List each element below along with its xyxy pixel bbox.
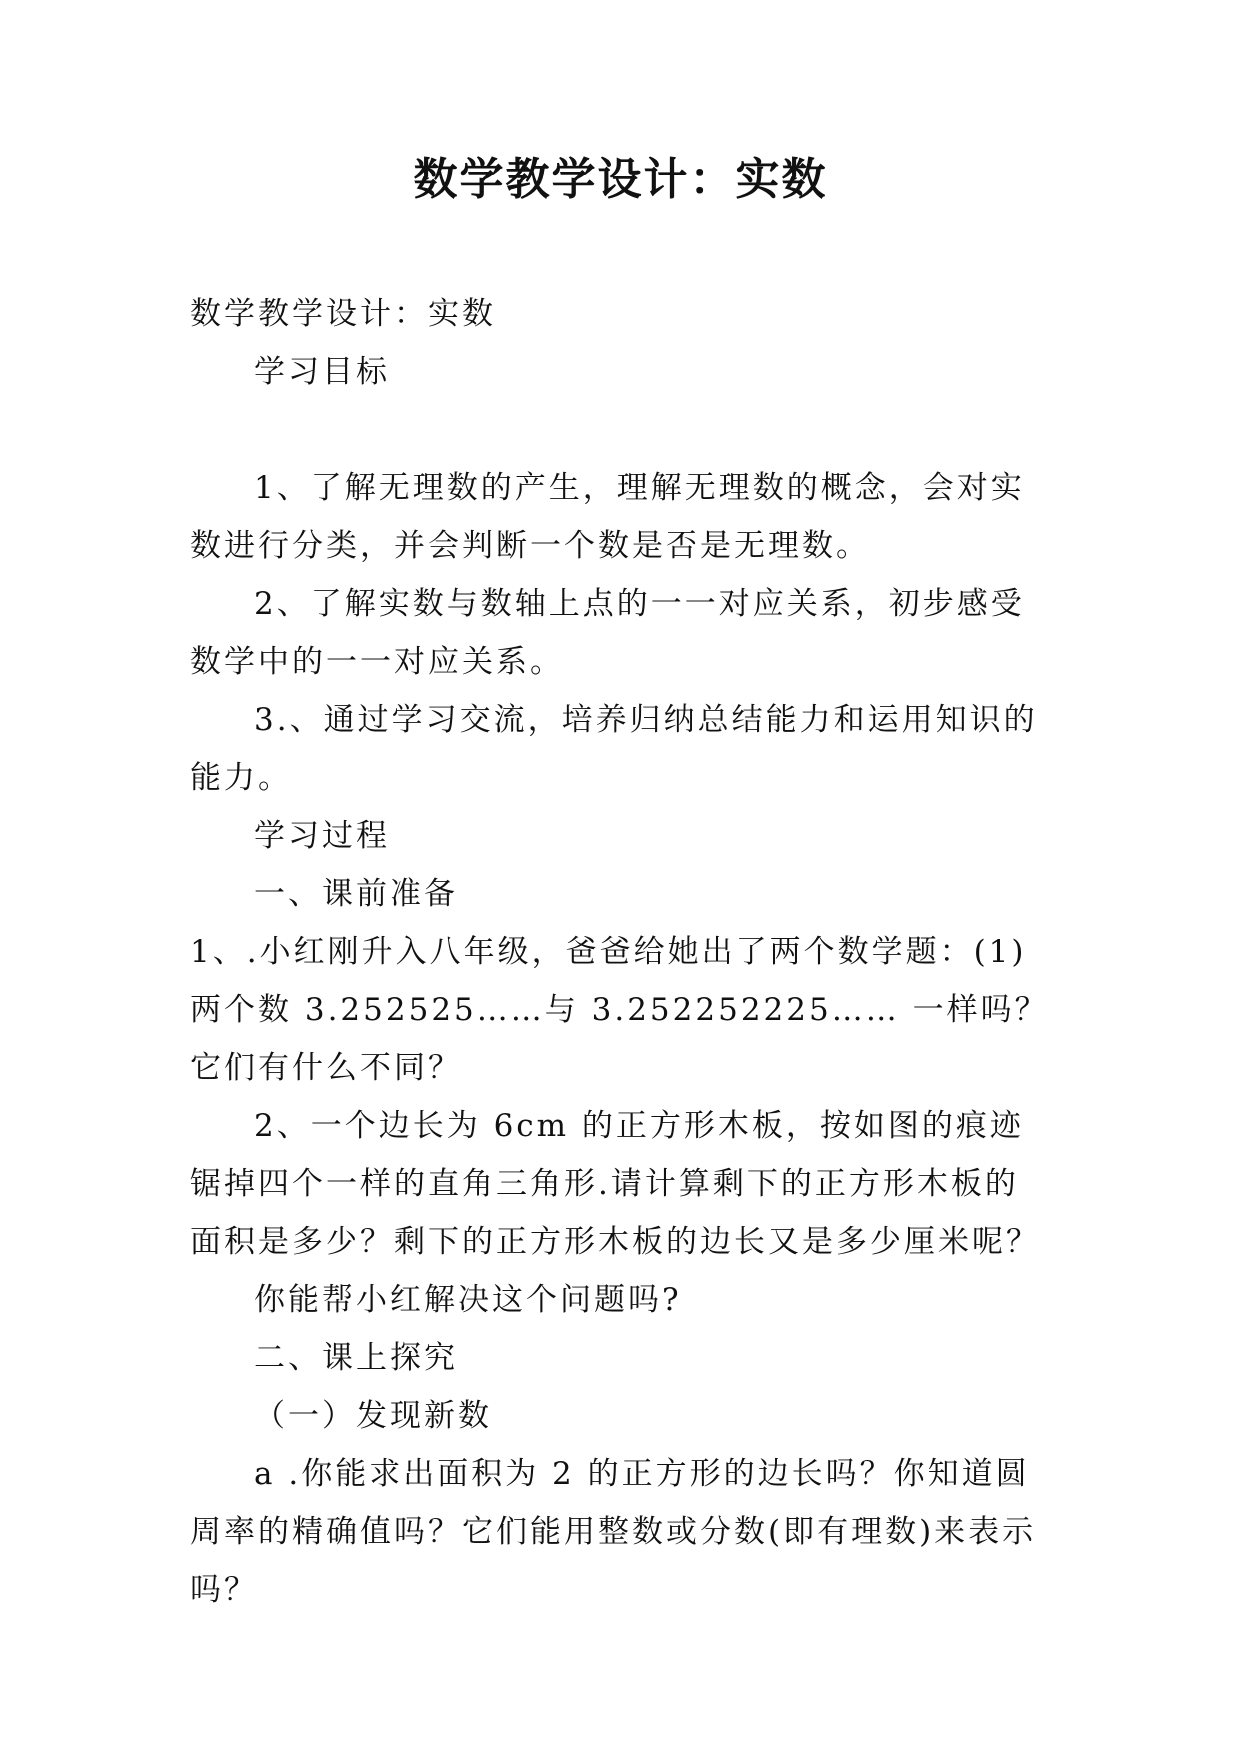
paragraph-goal-2: 2、了解实数与数轴上点的一一对应关系，初步感受数学中的一一对应关系。 <box>190 586 1025 680</box>
heading-preparation: 一、课前准备 <box>254 876 458 912</box>
paragraph-question-2: 2、一个边长为 6cm 的正方形木板，按如图的痕迹锯掉四个一样的直角三角形.请计算剩下的正方形木板的面积是多少？剩下的正方形木板的边长又是多少厘米呢？ <box>190 1108 1040 1260</box>
paragraph-help-prompt: 你能帮小红解决这个问题吗? <box>254 1282 682 1318</box>
paragraph-question-1: 1、.小红刚升入八年级，爸爸给她出了两个数学题：(1) 两个数 3.252525……与 3.252252225…… 一样吗？它们有什么不同？ <box>190 934 1049 1086</box>
heading-discover-new-numbers: （一）发现新数 <box>254 1398 492 1434</box>
paragraph-subtitle: 数学教学设计：实数 <box>190 296 496 332</box>
blank-line <box>190 401 1052 459</box>
paragraph-goal-1: 1、了解无理数的产生，理解无理数的概念，会对实数进行分类，并会判断一个数是否是无理数。 <box>190 470 1025 564</box>
heading-class-exploration: 二、课上探究 <box>254 1340 458 1376</box>
document-body <box>190 285 1052 1619</box>
paragraph-question-a: a .你能求出面积为 2 的正方形的边长吗？你知道圆周率的精确值吗？它们能用整数或分数(即有理数)来表示吗？ <box>190 1456 1037 1608</box>
heading-learning-goals: 学习目标 <box>254 354 390 390</box>
heading-learning-process: 学习过程 <box>254 818 390 854</box>
paragraph-goal-3: 3.、通过学习交流，培养归纳总结能力和运用知识的能力。 <box>190 702 1038 796</box>
page-title: 数学教学设计：实数 <box>413 154 828 205</box>
